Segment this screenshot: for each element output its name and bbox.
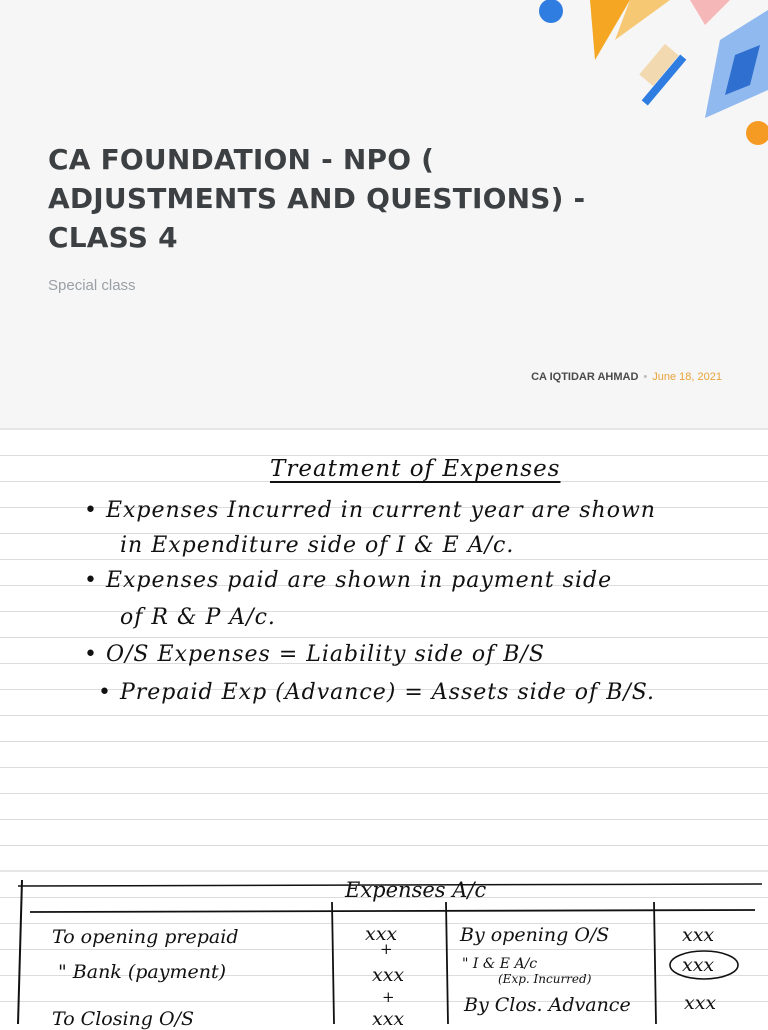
ledger-dr-amount: xxx	[365, 923, 398, 945]
ledger-dr-item: To opening prepaid	[52, 926, 239, 948]
ledger-cr-amount: xxx	[684, 992, 717, 1014]
pencil-pen-decoration	[520, 0, 768, 160]
ledger-dr-item: To Closing O/S	[52, 1008, 194, 1030]
note-line: • Expenses paid are shown in payment side	[84, 568, 613, 593]
separator-dot: •	[643, 371, 648, 383]
ledger-cr-item: (Exp. Incurred)	[498, 972, 592, 986]
subtitle: Special class	[48, 277, 136, 294]
ledger-dr-plus: +	[382, 988, 395, 1006]
author-name: CA IQTIDAR AHMAD	[531, 371, 639, 383]
note-line: in Expenditure side of I & E A/c.	[120, 533, 515, 558]
ledger-cr-amount: xxx	[682, 924, 715, 946]
cover-page	[0, 0, 768, 428]
ledger-cr-amount: xxx	[682, 954, 715, 976]
publish-date: June 18, 2021	[652, 371, 722, 383]
note-line: • Prepaid Exp (Advance) = Assets side of B/S.	[98, 680, 656, 705]
ledger-cr-item: By Clos. Advance	[464, 994, 631, 1016]
ledger-dr-amount: xxx	[372, 1008, 405, 1030]
note-line: of R & P A/c.	[120, 605, 276, 630]
ledger-title: Expenses A/c	[345, 878, 487, 902]
ledger-cr-item: " I & E A/c	[462, 956, 538, 972]
expenses-ledger	[0, 872, 768, 1030]
ledger-dr-amount: xxx	[372, 964, 405, 986]
ledger-cr-item: By opening O/S	[460, 924, 610, 946]
byline	[531, 371, 722, 383]
notes-heading: Treatment of Expenses	[270, 456, 561, 482]
note-line: • Expenses Incurred in current year are shown	[84, 498, 656, 523]
ledger-dr-plus: +	[380, 940, 393, 958]
note-line: • O/S Expenses = Liability side of B/S	[84, 642, 545, 667]
ledger-dr-item: " Bank (payment)	[58, 961, 227, 983]
page-title: CA FOUNDATION - NPO ( ADJUSTMENTS AND QUESTIONS) - CLASS 4	[48, 143, 586, 254]
